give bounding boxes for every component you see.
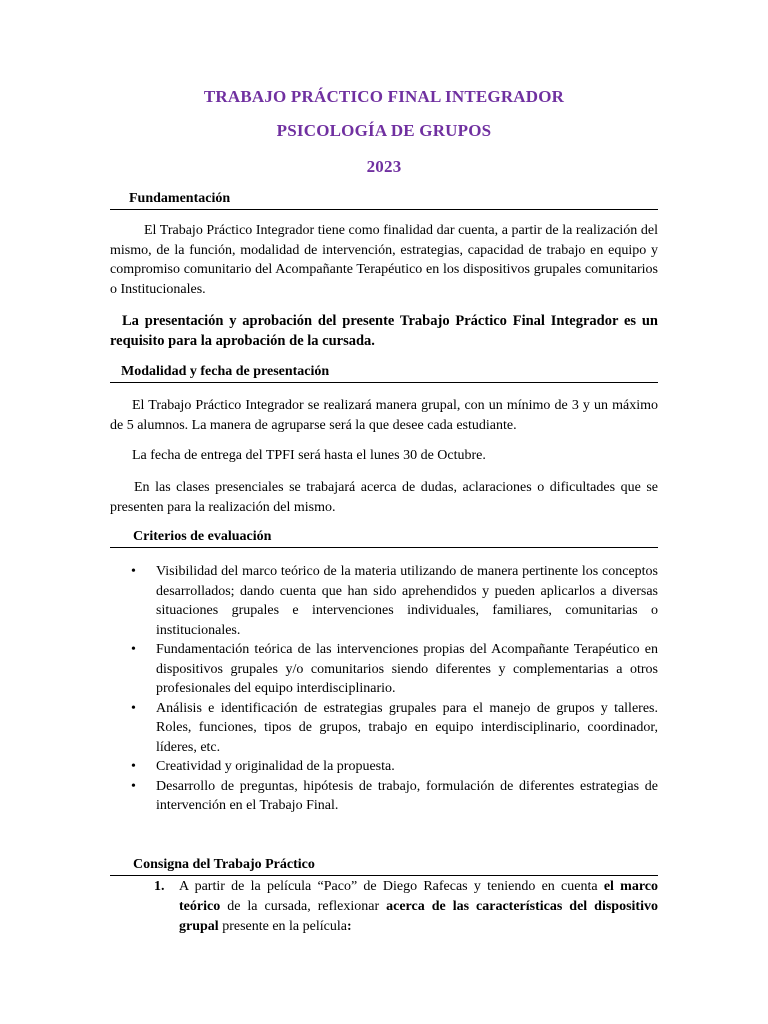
section-heading-consigna	[110, 857, 658, 876]
year-title: 2023	[366, 157, 402, 176]
consigna-item-1	[110, 877, 658, 937]
list-item: • Fundamentación teórica de las intervenciones propias del Acompañante Terapéutico en dispositivos grupales y/o comunitarios siendo diferentes y complementarias a otros profesionales del equipo interdisciplinario.	[131, 642, 658, 696]
requirement-paragraph: La presentación y aprobación del presente Trabajo Práctico Final Integrador es un requisito para la aprobación de la cursada.	[110, 313, 658, 349]
bullet-icon: •	[131, 700, 136, 716]
subject-title: PSICOLOGÍA DE GRUPOS	[276, 121, 492, 140]
bullet-icon: •	[131, 564, 136, 579]
criteria-list	[110, 562, 658, 816]
section-heading-label: Modalidad y fecha de presentación	[121, 364, 330, 379]
item-text: A partir de la película “Paco” de Diego Rafecas y teniendo en cuenta el marco teórico de la cursada, reflexionar acerca de las características del dispositivo grupal presente en la película:	[179, 879, 658, 934]
section-heading-label: Consigna del Trabajo Práctico	[133, 857, 315, 872]
document-title: TRABAJO PRÁCTICO FINAL INTEGRADOR	[203, 87, 565, 106]
bullet-icon: •	[131, 642, 136, 657]
section-heading-label: Fundamentación	[129, 191, 231, 206]
modalidad-paragraph-2: La fecha de entrega del TPFI será hasta el lunes 30 de Octubre.	[132, 448, 486, 463]
list-item: • Visibilidad del marco teórico de la materia utilizando de manera pertinente los conceptos desarrollados; dando cuenta que han sido aprehendidos y pueden aplicarlos a diversas situaciones grupales e intervenciones individuales, familiares, comunitarias o institucionales.	[131, 564, 658, 638]
section-heading-label: Criterios de evaluación	[133, 529, 272, 544]
list-item: • Análisis e identificación de estrategias grupales para el manejo de grupos y talleres. Roles, funciones, tipos de grupos, trabajo en equipo interdisciplinario, coordinador, líderes, etc.	[131, 700, 658, 755]
section-heading-modalidad	[110, 364, 658, 383]
bullet-icon: •	[131, 759, 136, 774]
list-item: • Creatividad y originalidad de la propuesta.	[110, 757, 658, 777]
section-heading-fundamentacion	[110, 191, 658, 210]
fundamentacion-paragraph: El Trabajo Práctico Integrador tiene como finalidad dar cuenta, a partir de la realización del mismo, de la función, modalidad de intervención, estrategias, capacidad de trabajo en equipo y compromiso comunitario del Acompañante Terapéutico en los dispositivos grupales comunitarios o Institucionales.	[110, 223, 658, 297]
modalidad-paragraph-3: En las clases presenciales se trabajará acerca de dudas, aclaraciones o dificultades que se presenten para la realización del mismo.	[110, 480, 658, 515]
list-item: • Desarrollo de preguntas, hipótesis de trabajo, formulación de diferentes estrategias de intervención en el Trabajo Final.	[131, 778, 658, 813]
section-heading-criterios	[110, 529, 658, 548]
bullet-icon: •	[131, 778, 136, 794]
modalidad-paragraph-1: El Trabajo Práctico Integrador se realizará manera grupal, con un mínimo de 3 y un máximo de 5 alumnos. La manera de agruparse será la que desee cada estudiante.	[110, 398, 658, 433]
item-number: 1.	[154, 879, 165, 894]
